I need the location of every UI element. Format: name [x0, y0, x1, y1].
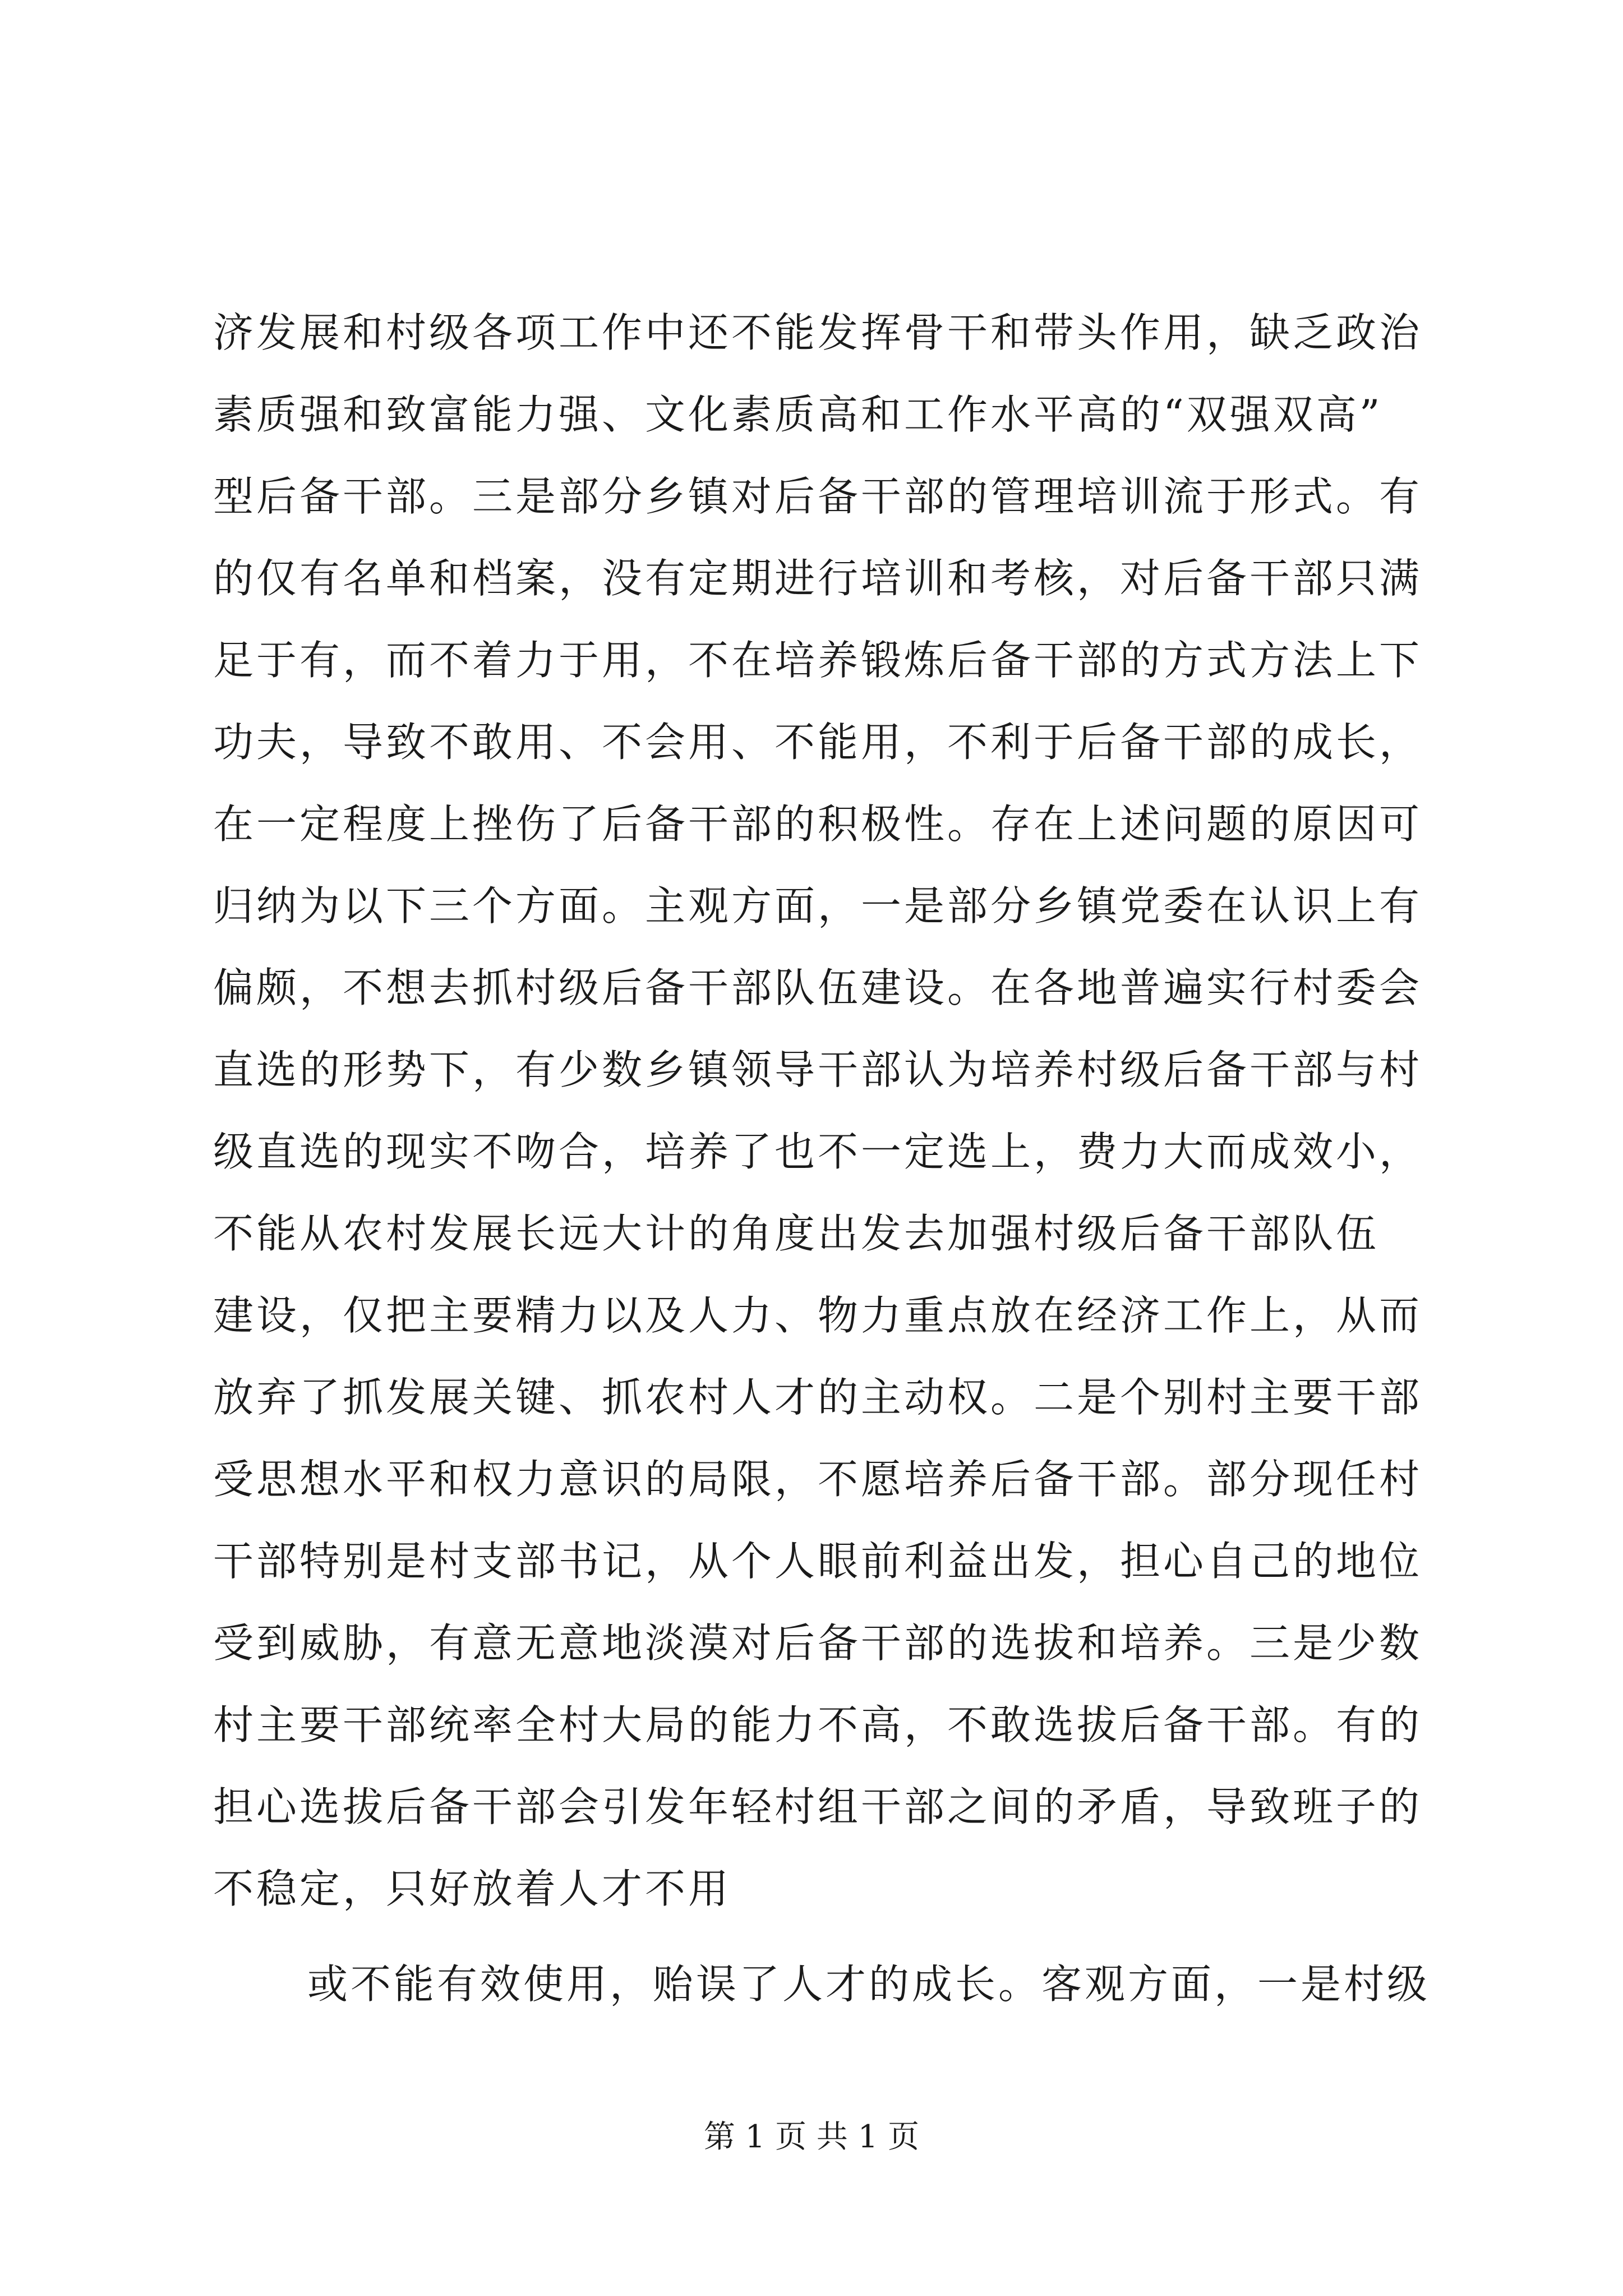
text-line: 放弃了抓发展关键、抓农村人才的主动权。二是个别村主要干部: [213, 1374, 1423, 1421]
text-line: 不能从农村发展长远大计的角度出发去加强村级后备干部队伍: [213, 1210, 1380, 1257]
text-line: 偏颇，不想去抓村级后备干部队伍建设。在各地普遍实行村委会: [213, 964, 1423, 1011]
text-line: 型后备干部。三是部分乡镇对后备干部的管理培训流于形式。有: [213, 473, 1423, 520]
text-line: 受到威胁，有意无意地淡漠对后备干部的选拔和培养。三是少数: [213, 1619, 1423, 1667]
paragraph-2-first-line: 或不能有效使用，贻误了人才的成长。客观方面，一是村级: [307, 1961, 1431, 2008]
text-line: 建设，仅把主要精力以及人力、物力重点放在经济工作上，从而: [213, 1292, 1423, 1339]
text-line: 不稳定，只好放着人才不用: [213, 1865, 732, 1912]
text-line: 直选的形势下，有少数乡镇领导干部认为培养村级后备干部与村: [213, 1046, 1423, 1093]
text-line: 济发展和村级各项工作中还不能发挥骨干和带头作用，缺乏政治: [213, 309, 1423, 356]
text-line: 的仅有名单和档案，没有定期进行培训和考核，对后备干部只满: [213, 555, 1423, 602]
text-line: 在一定程度上挫伤了后备干部的积极性。存在上述问题的原因可: [213, 800, 1423, 848]
text-line: 素质强和致富能力强、文化素质高和工作水平高的“双强双高”: [213, 391, 1383, 438]
text-line: 归纳为以下三个方面。主观方面，一是部分乡镇党委在认识上有: [213, 882, 1423, 930]
text-line: 足于有，而不着力于用，不在培养锻炼后备干部的方式方法上下: [213, 637, 1423, 684]
body-text: [213, 292, 1431, 2025]
text-line: 干部特别是村支部书记，从个人眼前利益出发，担心自己的地位: [213, 1538, 1423, 1585]
page-number-footer: 第 1 页 共 1 页: [703, 2119, 920, 2155]
text-line: 功夫，导致不敢用、不会用、不能用，不利于后备干部的成长，: [213, 719, 1423, 766]
text-line: 担心选拔后备干部会引发年轻村组干部之间的矛盾，导致班子的: [213, 1783, 1423, 1830]
text-line: 受思想水平和权力意识的局限，不愿培养后备干部。部分现任村: [213, 1456, 1423, 1503]
text-line: 村主要干部统率全村大局的能力不高，不敢选拔后备干部。有的: [213, 1701, 1423, 1749]
text-line: 级直选的现实不吻合，培养了也不一定选上，费力大而成效小，: [213, 1128, 1423, 1175]
